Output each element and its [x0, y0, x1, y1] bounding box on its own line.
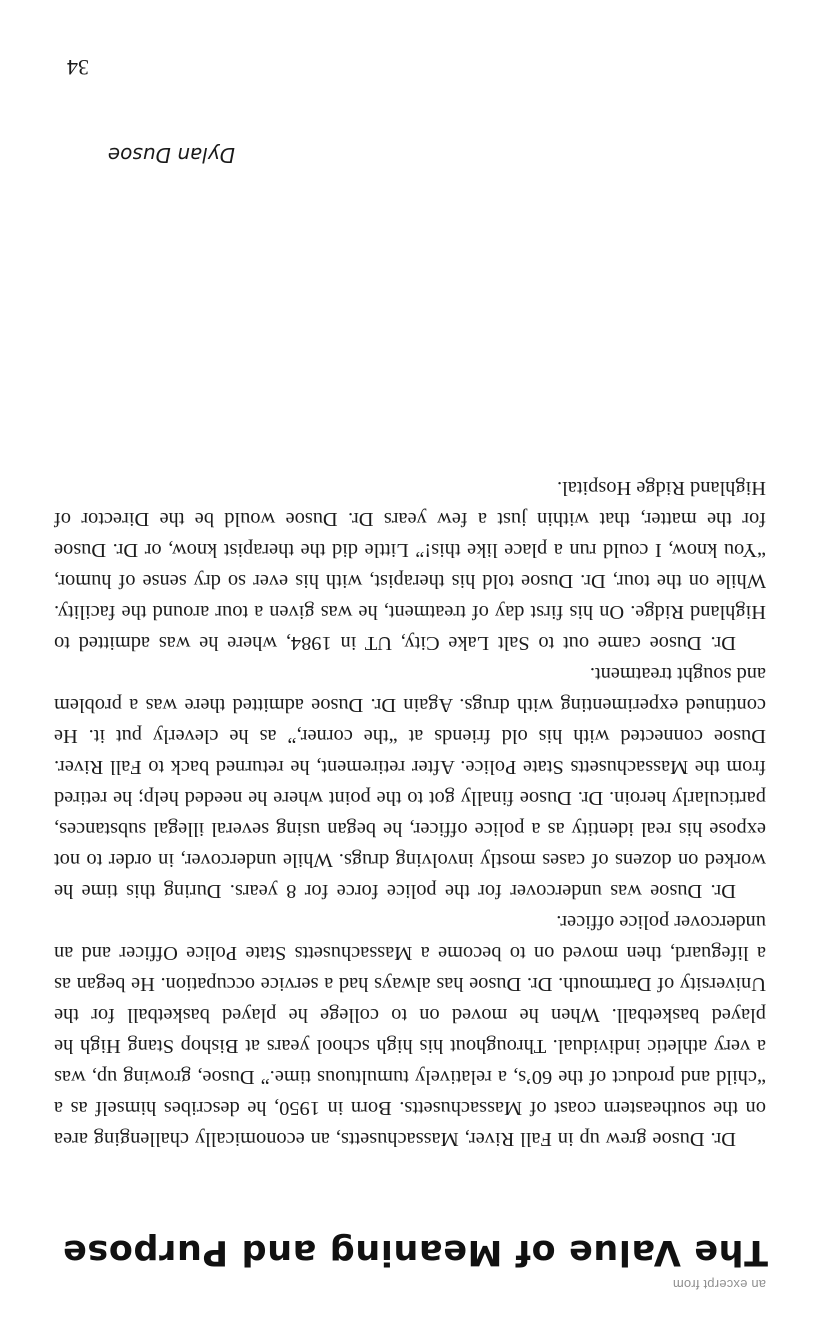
page-title: The Value of Meaning and Purpose: [62, 1232, 768, 1272]
paragraph-early-life: Dr. Dusoe grew up in Fall River, Massachusetts, an economically challenging area on the southeastern coast of Massachusetts. Born in 1950, he describes himself as a “child and product of the 60’s, a relatively tumultuous time.” Dusoe, growing up, was a very athletic individual. Throughout his high school years at Bishop Stang High he played basketball. When he moved on to college he played basketball for the University of Dartmouth. Dr. Dusoe has always had a service occupation. He began as a lifeguard, then moved on to become a Massachusetts State Police Officer and an undercover police officer.: [54, 911, 766, 1150]
excerpt-kicker: an excerpt from: [672, 1277, 766, 1292]
paragraph-undercover: Dr. Dusoe was undercover for the police force for 8 years. During this time he worked on dozens of cases mostly involving drugs. While undercover, in order to not expose his real identity as a police officer, he began using several illegal substances, particularly heroin. Dr. Dusoe finally got to the point where he needed help; he retired from the Massachusetts State Police. After retirement, he returned back to Fall River. Dusoe connected with his old friends at “the corner,” as he cleverly put it. He continued experimenting with drugs. Again Dr. Dusoe admitted there was a problem and sought treatment.: [54, 663, 766, 902]
author-name: Dylan Dusoe: [107, 143, 235, 167]
paragraph-highland-ridge: Dr. Dusoe came out to Salt Lake City, UT in 1984, where he was admitted to Highland Ridge. On his first day of treatment, he was given a tour around the facility. While on the tour, Dr. Dusoe told his therapist, with his ever so dry sense of humor, “You know, I could run a place like this!” Little did the therapist know, or Dr. Dusoe for the matter, that within just a few years Dr. Dusoe would be the Director of Highland Ridge Hospital.: [54, 477, 766, 654]
article-body: [54, 472, 766, 1154]
page-number: 34: [67, 55, 89, 80]
